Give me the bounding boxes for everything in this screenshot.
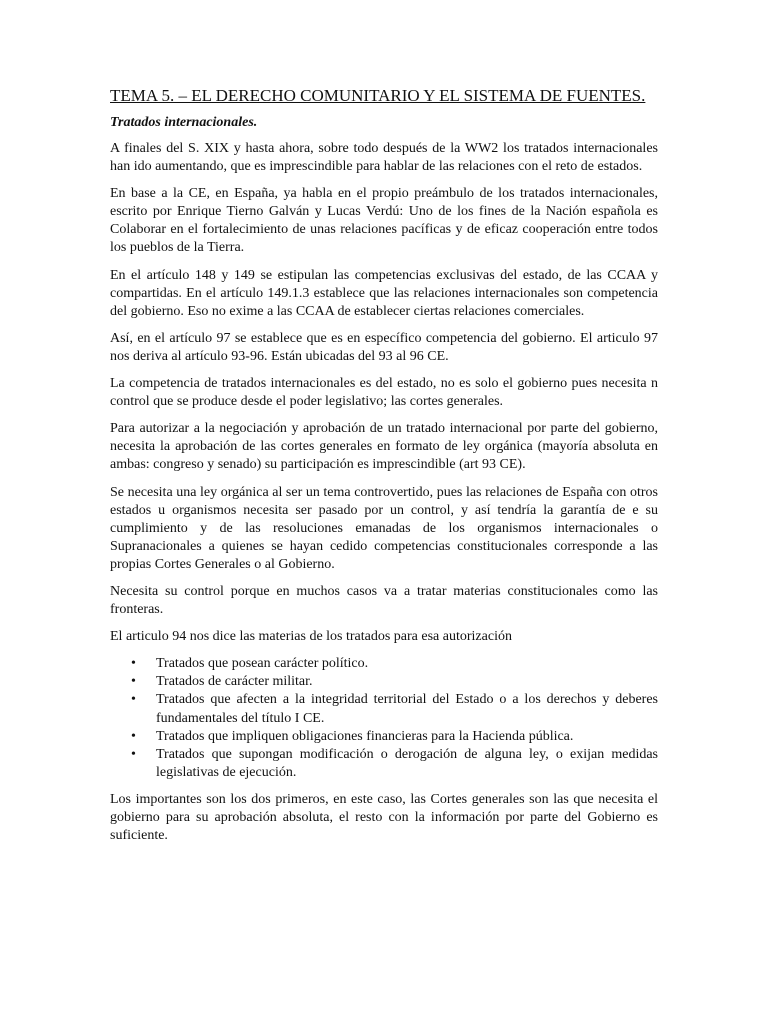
bullet-icon: •	[131, 674, 136, 690]
paragraph: En base a la CE, en España, ya habla en el propio preámbulo de los tratados internacionales, escrito por Enrique Tierno Galván y Lucas Verdú: Uno de los fines de la Nación española es Colaborar en el fortalecimiento de unas relaciones pacíficas y de eficaz cooperación entre todos los pueblos de la Tierra.	[110, 186, 658, 256]
list-item	[110, 673, 658, 691]
bullet-icon: •	[131, 746, 136, 762]
list-item-text: Tratados que afecten a la integridad territorial del Estado o a los derechos y deberes fundamentales del título I CE.	[156, 692, 658, 726]
document-body	[110, 86, 658, 854]
paragraph: Para autorizar a la negociación y aprobación de un tratado internacional por parte del gobierno, necesita la aprobación de las cortes generales en formato de ley orgánica (mayoría absoluta en ambas: congreso y senado) su participación es imprescindible (art 93 CE).	[110, 421, 658, 473]
paragraph: Los importantes son los dos primeros, en este caso, las Cortes generales son las que necesita el gobierno para su aprobación absoluta, el resto con la información por parte del Gobierno es suficiente.	[110, 791, 658, 844]
list-item-text: Tratados de carácter militar.	[156, 674, 313, 690]
list-item-text: Tratados que supongan modificación o derogación de alguna ley, o exijan medidas legislativas de ejecución.	[156, 746, 658, 780]
paragraph: Se necesita una ley orgánica al ser un tema controvertido, pues las relaciones de España con otros estados u organismos necesita ser pasado por un control, y así tendría la garantía de e su cumplimiento y de las resoluciones emanadas de los organismos internacionales o Supranacionales a quienes se hayan cedido competencias constitucionales corresponde a las propias Cortes Generales o al Gobierno.	[110, 484, 658, 572]
section-subtitle: Tratados internacionales.	[110, 115, 258, 130]
list-item-text: Tratados que posean carácter político.	[156, 656, 369, 672]
paragraph: Necesita su control porque en muchos casos va a tratar materias constitucionales como las fronteras.	[110, 583, 658, 618]
document-title: TEMA 5. – EL DERECHO COMUNITARIO Y EL SISTEMA DE FUENTES.	[110, 86, 646, 105]
bullet-icon: •	[131, 692, 136, 708]
paragraph: Así, en el artículo 97 se establece que es en específico competencia del gobierno. El articulo 97 nos deriva al artículo 93-96. Están ubicadas del 93 al 96 CE.	[110, 330, 658, 364]
list-item-text: Tratados que impliquen obligaciones financieras para la Hacienda pública.	[156, 728, 574, 744]
paragraph: El articulo 94 nos dice las materias de los tratados para esa autorización	[110, 629, 512, 645]
paragraph: La competencia de tratados internacionales es del estado, no es solo el gobierno pues necesita n control que se produce desde el poder legislativo; las cortes generales.	[110, 376, 658, 410]
list-item	[110, 655, 658, 673]
paragraph: A finales del S. XIX y hasta ahora, sobre todo después de la WW2 los tratados internacionales han ido aumentando, que es imprescindible para hablar de las relaciones con el reto de estados.	[110, 141, 658, 175]
bullet-list	[110, 655, 658, 782]
bullet-icon: •	[131, 728, 136, 744]
list-item	[110, 746, 658, 782]
list-item	[110, 691, 658, 727]
paragraph: En el artículo 148 y 149 se estipulan las competencias exclusivas del estado, de las CCAA y compartidas. En el artículo 149.1.3 establece que las relaciones internacionales son competencia del gobierno. Eso no exime a las CCAA de establecer ciertas relaciones comerciales.	[110, 267, 658, 319]
list-item	[110, 728, 658, 746]
bullet-icon: •	[131, 656, 136, 672]
